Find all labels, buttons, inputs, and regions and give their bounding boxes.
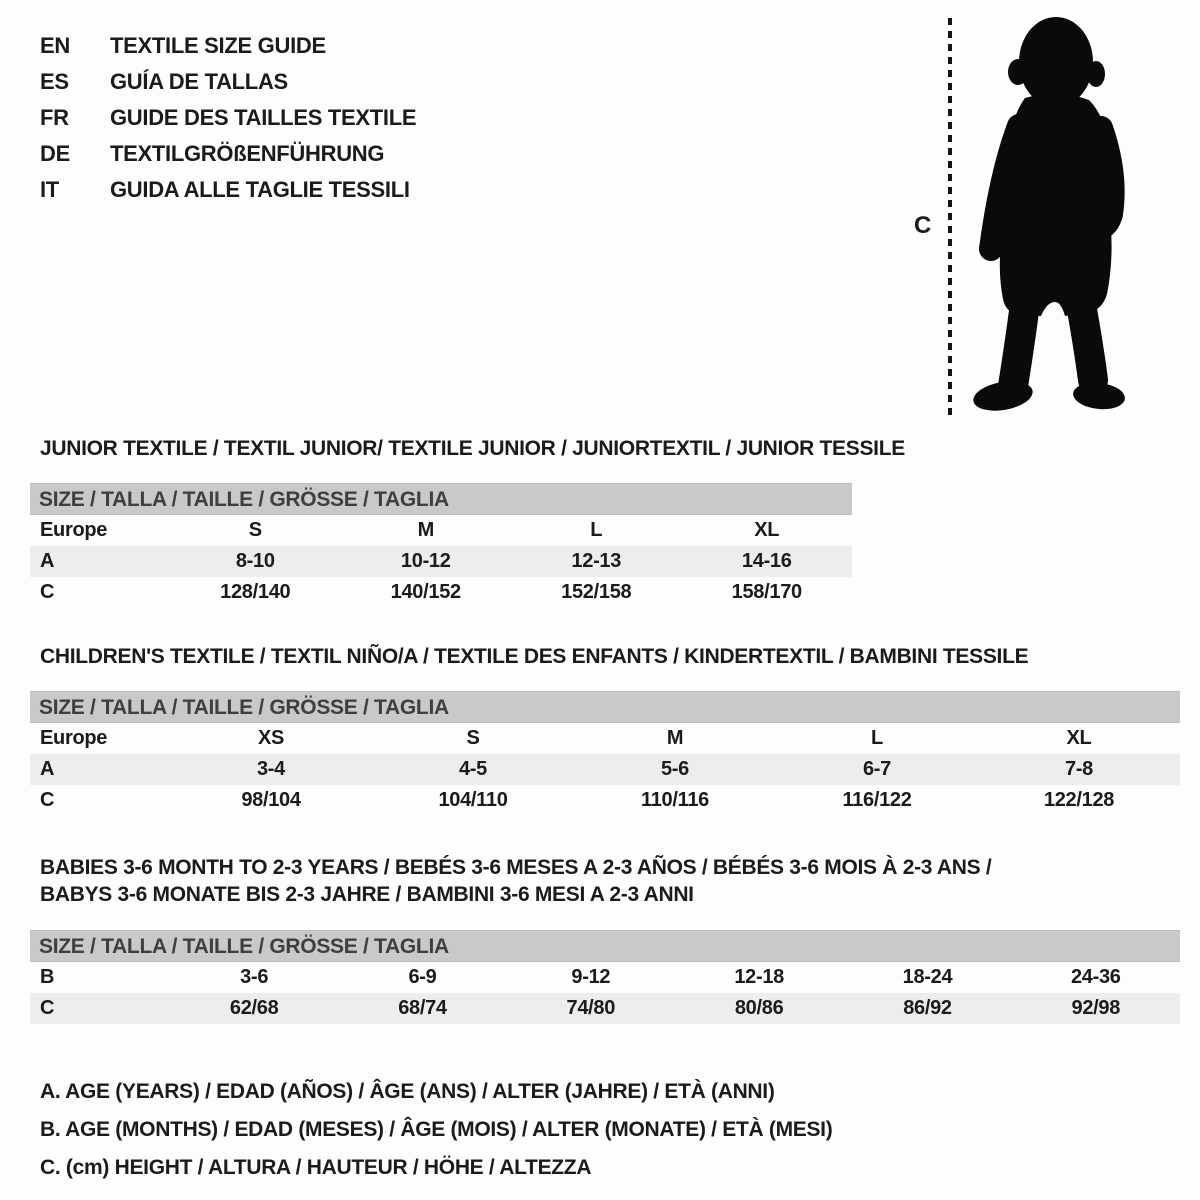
footnote-b-age-months: B. AGE (MONTHS) / EDAD (MESES) / ÂGE (MOIS) / ALTER (MONATE) / ETÀ (MESI) [40, 1118, 833, 1141]
table-row-europe [30, 723, 1180, 754]
lang-code: IT [40, 177, 59, 202]
size-value-cell: 122/128 [1043, 789, 1115, 811]
childrens-table-rows [30, 723, 1180, 816]
size-value-cell: 12-18 [734, 966, 784, 988]
size-tables-content [30, 437, 1180, 1187]
table-row-europe [30, 515, 852, 546]
row-label: A [40, 550, 55, 572]
size-value-cell: 8-10 [235, 550, 275, 572]
size-value-cell: 116/122 [842, 789, 912, 811]
size-value-cell: 9-12 [571, 966, 611, 988]
size-value-cell: M [666, 727, 684, 749]
lang-code: EN [40, 33, 70, 58]
table-row-c [30, 577, 852, 608]
row-label: Europe [40, 519, 108, 541]
lang-row-en [40, 28, 416, 64]
table-row-c [30, 993, 1180, 1024]
height-figure-area [900, 0, 1200, 435]
size-value-cell: XL [754, 519, 780, 541]
lang-row-de [40, 136, 416, 172]
junior-textile-section [30, 437, 1180, 608]
size-value-cell: 80/86 [734, 997, 784, 1019]
babies-title-line-2: BABYS 3-6 MONATE BIS 2-3 JAHRE / BAMBINI 3-6 MESI A 2-3 ANNI [40, 883, 694, 906]
lang-code: FR [40, 105, 69, 130]
babies-title-line-1: BABIES 3-6 MONTH TO 2-3 YEARS / BEBÉS 3-6 MESES A 2-3 AÑOS / BÉBÉS 3-6 MOIS À 2-3 ANS / [40, 856, 992, 879]
size-value-cell: 3-4 [256, 758, 285, 780]
babies-table-rows [30, 962, 1180, 1024]
lang-row-it [40, 172, 416, 208]
size-value-cell: XS [257, 727, 285, 749]
footnote-c-height-cm: C. (cm) HEIGHT / ALTURA / HAUTEUR / HÖHE / ALTEZZA [40, 1156, 592, 1179]
size-value-cell: 18-24 [902, 966, 953, 988]
size-value-cell: 92/98 [1071, 997, 1121, 1019]
lang-title: GUIDE DES TAILLES TEXTILE [110, 105, 417, 130]
lang-title: TEXTILGRÖßENFÜHRUNG [110, 141, 385, 166]
lang-row-fr [40, 100, 416, 136]
row-label: C [40, 997, 55, 1019]
childrens-section-title: CHILDREN'S TEXTILE / TEXTIL NIÑO/A / TEXTILE DES ENFANTS / KINDERTEXTIL / BAMBINI TESSILE [40, 645, 1029, 668]
lang-code: ES [40, 69, 69, 94]
size-value-cell: 10-12 [400, 550, 451, 572]
size-value-cell: XL [1066, 727, 1092, 749]
language-title-list [40, 28, 416, 208]
lang-row-es [40, 64, 416, 100]
junior-table-rows [30, 515, 852, 608]
size-value-cell: 5-6 [660, 758, 689, 780]
size-value-cell: 68/74 [398, 997, 447, 1019]
height-measure-label: C [914, 212, 932, 239]
height-dashed-line [948, 18, 952, 416]
junior-section-title: JUNIOR TEXTILE / TEXTIL JUNIOR/ TEXTILE JUNIOR / JUNIORTEXTIL / JUNIOR TESSILE [40, 437, 905, 460]
row-label: C [40, 581, 55, 603]
size-value-cell: 86/92 [903, 997, 952, 1019]
size-value-cell: 14-16 [741, 550, 792, 572]
lang-title: GUÍA DE TALLAS [110, 69, 288, 94]
babies-size-bar: SIZE / TALLA / TAILLE / GRÖSSE / TAGLIA [30, 930, 1180, 962]
junior-size-bar: SIZE / TALLA / TAILLE / GRÖSSE / TAGLIA [30, 483, 852, 515]
table-row-a [30, 546, 852, 577]
size-value-cell: L [590, 519, 603, 541]
size-value-cell: 3-6 [240, 966, 269, 988]
size-value-cell: 12-13 [571, 550, 622, 572]
lang-code: DE [40, 141, 70, 166]
size-value-cell: 24-36 [1070, 966, 1121, 988]
babies-size-table [30, 930, 1180, 1024]
size-value-cell: 62/68 [229, 997, 279, 1019]
size-value-cell: M [417, 519, 434, 541]
childrens-textile-section [30, 645, 1180, 816]
table-row-a [30, 754, 1180, 785]
row-label: Europe [40, 727, 108, 749]
table-row-b [30, 962, 1180, 993]
footnotes [30, 1073, 1180, 1187]
size-value-cell: 158/170 [731, 581, 802, 603]
toddler-silhouette-icon [963, 14, 1133, 414]
childrens-size-bar: SIZE / TALLA / TAILLE / GRÖSSE / TAGLIA [30, 691, 1180, 723]
babies-section-title [30, 854, 1180, 908]
footnote-a-age-years: A. AGE (YEARS) / EDAD (AÑOS) / ÂGE (ANS) / ALTER (JAHRE) / ETÀ (ANNI) [40, 1080, 775, 1103]
lang-title: GUIDA ALLE TAGLIE TESSILI [110, 177, 410, 202]
size-value-cell: 152/158 [561, 581, 632, 603]
size-value-cell: S [466, 727, 480, 749]
size-value-cell: 104/110 [438, 789, 508, 811]
size-value-cell: 7-8 [1064, 758, 1093, 780]
size-value-cell: 110/116 [641, 789, 709, 811]
size-value-cell: L [871, 727, 883, 749]
size-value-cell: S [248, 519, 262, 541]
childrens-size-table [30, 691, 1180, 816]
junior-size-table [30, 483, 852, 608]
lang-title: TEXTILE SIZE GUIDE [110, 33, 326, 58]
size-value-cell: 98/104 [241, 789, 301, 811]
table-row-c [30, 785, 1180, 816]
size-value-cell: 128/140 [220, 581, 291, 603]
size-value-cell: 6-9 [408, 966, 437, 988]
size-value-cell: 140/152 [390, 581, 461, 603]
row-label: A [40, 758, 55, 780]
row-label: B [40, 966, 55, 988]
row-label: C [40, 789, 55, 811]
size-value-cell: 74/80 [566, 997, 616, 1019]
babies-textile-section [30, 854, 1180, 1024]
size-value-cell: 6-7 [862, 758, 891, 780]
size-value-cell: 4-5 [458, 758, 487, 780]
